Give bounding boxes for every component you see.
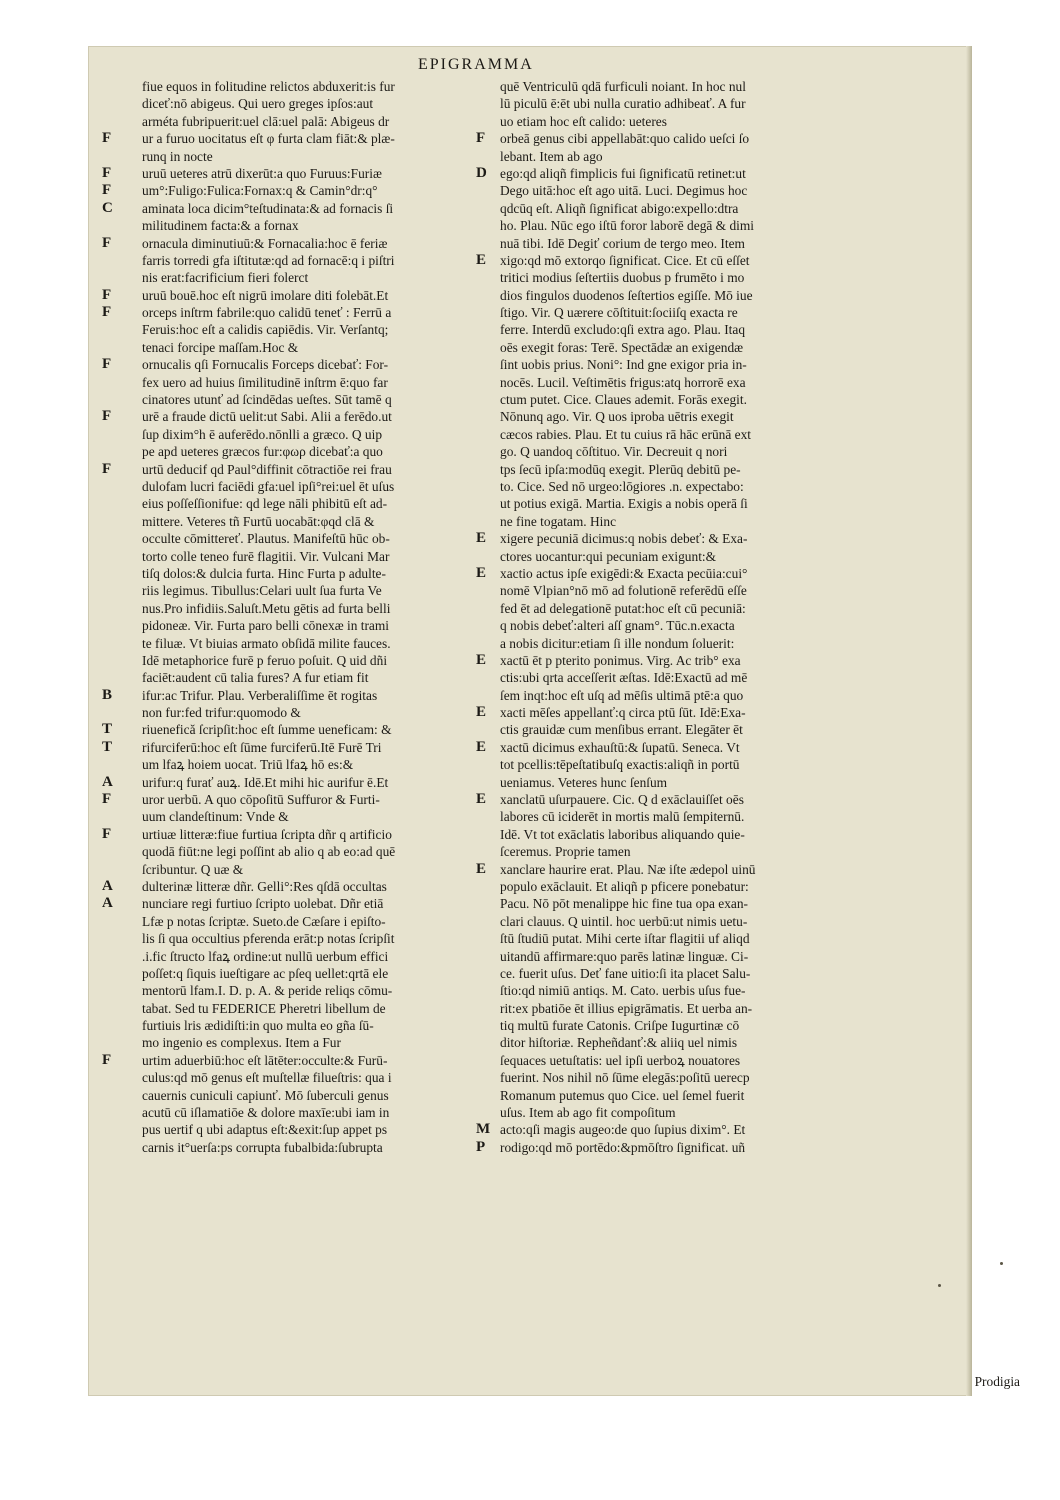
line-text: q nobis debeť:alteri aſſ gnam°. Tūc.n.exacta — [500, 618, 735, 634]
right-text-line — [500, 1034, 856, 1051]
line-text: pidoneæ. Vir. Furta paro belli cōnexæ in trami — [142, 618, 390, 634]
left-text-line — [110, 269, 466, 286]
marginal-initial: E — [476, 651, 487, 668]
left-text-line — [102, 686, 466, 704]
line-text: riis legimus. Tibullus:Celari uult ſua furta Ve — [142, 583, 382, 599]
line-text: xanclatū uſurpauere. Cic. Q d exāclauiſſet oēs — [500, 792, 744, 808]
line-text: acto:qſi magis augeo:de quo ſupius dixim°. Et — [500, 1122, 746, 1138]
line-text: urtiuæ litteræ:fiue furtiua ſcripta dñr q artificio — [142, 826, 392, 842]
right-text-line — [500, 391, 856, 408]
line-text: Idē metaphorice furē p feruo poſuit. Q uid dñi — [142, 652, 388, 668]
right-text-line — [500, 913, 856, 930]
line-text: Romanum putemus quo Cice. uel ſemel fuerit — [500, 1087, 745, 1103]
line-text: ferre. Interdū excludo:qſi extra ago. Plau. Itaq — [500, 322, 746, 338]
line-text: occulte cōmittereť. Plautus. Manifeſtū hūc ob- — [142, 531, 390, 547]
right-text-line — [500, 1104, 856, 1121]
line-text: ifur:ac Trifur. Plau. Verberaliſſime ēt rogitas — [142, 687, 378, 703]
line-text: uſus. Item ab ago fit compoſitum — [500, 1105, 676, 1121]
line-text: lebant. Item ab ago — [500, 148, 603, 164]
right-text-line — [500, 548, 856, 565]
line-text: go. Q uandoq cōſtituo. Vir. Decreuit q nori — [500, 444, 728, 460]
left-text-line — [102, 182, 466, 199]
line-text: rifurciferū:hoc eſt ſūme furciferū.Itē Furē Tri — [142, 739, 382, 755]
left-text-line — [110, 495, 466, 512]
line-text: tabat. Sed tu FEDERICE Pheretri libellum de — [142, 1000, 386, 1016]
line-text: dios fingulos duodenos ſeſtertios egiſſe. Mō iue — [500, 287, 753, 303]
line-text: oēs exegit foras: Terē. Spectādæ an exigendæ — [500, 339, 744, 355]
line-text: urē a fraude dictū uelit:ut Sabi. Alii a ferēdo.ut — [142, 409, 392, 425]
right-text-line — [500, 339, 856, 356]
left-text-line — [102, 356, 466, 373]
marginal-initial: M — [476, 1121, 491, 1138]
line-text: ſem inqt:hoc eſt uſq ad mēſis ultimā ptē:a quo — [500, 687, 744, 703]
right-text-line — [500, 304, 856, 321]
line-text: ego:qd aliqñ fimplicis fui ſignificatū retinet:ut — [500, 165, 746, 181]
left-text-line — [110, 530, 466, 547]
left-text-line — [110, 965, 466, 982]
right-text-line — [500, 78, 856, 95]
left-text-line — [110, 95, 466, 112]
speck-mark — [1000, 1262, 1003, 1265]
line-text: dulofam lucri faciēdi gfa:uel ipſi°rei:uel ēt uſus — [142, 478, 395, 494]
line-text: ſup dixim°h ē auferēdo.nōnlli a græco. Q uip — [142, 426, 383, 442]
marginal-initial: F — [102, 460, 112, 477]
right-text-line — [500, 687, 856, 704]
line-text: ctum putet. Cice. Claues ademit. Forās exegit. — [500, 392, 747, 408]
marginal-initial: F — [102, 1051, 112, 1068]
line-text: aminata loca dicim°teſtudinata:& ad fornacis ſi — [142, 200, 394, 216]
left-text-line — [102, 460, 466, 478]
marginal-initial: F — [102, 234, 112, 251]
left-text-line — [110, 391, 466, 408]
line-text: tiq multū furate Catonis. Criſpe Iugurtinæ cō — [500, 1018, 740, 1034]
line-text: xigere pecuniā dicimus:q nobis debeť: & Exa- — [500, 531, 748, 547]
left-text-line — [102, 738, 466, 756]
line-text: mo ingenio es complexus. Item a Fur — [142, 1035, 341, 1051]
left-text-line — [102, 199, 466, 217]
left-text-line — [102, 825, 466, 843]
line-text: ſtio:qd nimiū antiqs. M. Cato. uerbis uſus fue- — [500, 983, 746, 999]
left-text-line — [102, 721, 466, 738]
right-text-line — [500, 321, 856, 338]
line-text: ctis:ubi qrta acceſſerit æſtas. Idē:Exactū ad mē — [500, 670, 748, 686]
line-text: faciēt:audent cū talia fures? A fur etiam fit — [142, 670, 369, 686]
marginal-initial: E — [476, 791, 487, 808]
line-text: nis erat:facrificium fieri folerct — [142, 270, 309, 286]
marginal-initial: F — [102, 791, 112, 808]
line-text: ctis grauidæ cum menſibus errant. Elegāter ēt — [500, 722, 743, 738]
right-text-line — [500, 617, 856, 634]
line-text: riuenefică ſcripſit:hoc eſt ſumme ueneficam: & — [142, 722, 392, 738]
right-text-line — [500, 826, 856, 843]
right-text-line — [500, 930, 856, 947]
right-text-line — [500, 582, 856, 599]
line-text: farris torredi gfa iſtitutæ:qd ad fornacē:q i piſtri — [142, 252, 395, 268]
right-text-line — [500, 200, 856, 217]
marginal-initial: E — [476, 530, 487, 547]
right-text-line — [500, 478, 856, 495]
right-text-line — [500, 182, 856, 199]
line-text: ſtū ſtudiū putat. Mihi certe iſtar flagitii uf aliqd — [500, 931, 750, 947]
right-text-line — [500, 113, 856, 130]
left-text-line — [110, 217, 466, 234]
line-text: culus:qd mō genus eſt muſtellæ filueſtris: qua i — [142, 1070, 392, 1086]
line-text: tenaci forcipe maſſam.Hoc & — [142, 339, 299, 355]
line-text: dulterinæ litteræ dñr. Gelli°:Res qſdā occultas — [142, 878, 387, 894]
line-text: ſcribuntur. Q uæ & — [142, 861, 244, 877]
marginal-initial: F — [102, 164, 112, 181]
line-text: ho. Plau. Nūc ego iſtū foror laborē degā & dimi — [500, 218, 754, 234]
line-text: mittere. Veteres tñ Furtū uocabāt:φqd clā & — [142, 513, 375, 529]
line-text: urtū deducif qd Paul°diffinit cōtractiōe rei frau — [142, 461, 392, 477]
line-text: nocēs. Lucil. Veſtimētis frigus:atq horrorē exa — [500, 374, 746, 390]
line-text: nuā tibi. Idē Degiť corium de tergo meo. Item — [500, 235, 745, 251]
left-text-line — [110, 669, 466, 686]
line-text: tritici modius ſeſtertiis duobus p frumēto i mo — [500, 270, 745, 286]
right-text-line — [500, 808, 856, 825]
marginal-initial: T — [102, 738, 113, 755]
line-text: rodigo:qd mō portēdo:&pmōſtro ſignificat. uñ — [500, 1139, 746, 1155]
right-text-line — [500, 461, 856, 478]
right-text-line — [500, 374, 856, 391]
marginal-initial: F — [102, 182, 112, 199]
left-text-line — [110, 1121, 466, 1138]
left-text-line — [110, 478, 466, 495]
line-text: militudinem facta:& a fornax — [142, 218, 299, 234]
line-text: ut potius exigā. Martia. Exigis a nobis operā ſi — [500, 496, 748, 512]
line-text: tiſq dolos:& dulcia furta. Hinc Furta p adulte- — [142, 565, 386, 581]
right-text-line — [476, 860, 856, 878]
line-text: populo exāclauit. Et aliqñ p pficere ponebatur: — [500, 878, 749, 894]
line-text: nunciare regi furtiuo ſcripto uolebat. Dñr etiā — [142, 896, 384, 912]
line-text: nomē Vlpian°nō mō ad folutionē referēdū eſſe — [500, 583, 747, 599]
marginal-initial: F — [102, 286, 112, 303]
left-text-line — [110, 113, 466, 130]
line-text: ornucalis qſi Fornucalis Forceps dicebať: For- — [142, 357, 389, 373]
line-text: fiue equos in folitudine relictos abduxerit:is fur — [142, 79, 395, 94]
marginal-initial: P — [476, 1138, 486, 1155]
line-text: Pacu. Nō pōt menalippe hic fine tua opa exan- — [500, 896, 749, 912]
right-text-line — [500, 408, 856, 425]
line-text: ctores uocantur:qui pecuniam exigunt:& — [500, 548, 717, 564]
line-text: tot pcellis:tēpeſtatibuſq exactis:aliqñ in portū — [500, 757, 740, 773]
marginal-initial: E — [476, 860, 487, 877]
left-text-line — [110, 1139, 466, 1156]
line-text: pe apd ueteres græcos fur:φωρ dicebať:a quo — [142, 444, 383, 460]
right-text-line — [500, 148, 856, 165]
left-text-line — [110, 843, 466, 860]
line-text: nus.Pro infidiis.Saluſt.Metu gētis ad furta belli — [142, 600, 391, 616]
right-text-line — [500, 982, 856, 999]
left-text-line — [110, 582, 466, 599]
marginal-initial: A — [102, 877, 113, 894]
marginal-initial: F — [102, 408, 112, 425]
line-text: qdcūq eſt. Aliqñ ſignificat abigo:expello:dtra — [500, 200, 739, 216]
right-text-line — [500, 356, 856, 373]
right-text-line — [476, 130, 856, 147]
line-text: runq in nocte — [142, 148, 213, 164]
speck-mark — [938, 1284, 941, 1287]
left-text-line — [110, 548, 466, 565]
right-text-line — [500, 843, 856, 860]
right-text-line — [476, 251, 856, 269]
right-column — [476, 78, 856, 1156]
left-text-line — [110, 617, 466, 634]
line-text: ur a furuo uocitatus eſt φ furta clam fiāt:& plæ- — [142, 131, 395, 147]
line-text: to. Cice. Sed nō urgeo:lōgiores .n. expectabo: — [500, 478, 744, 494]
right-text-line — [476, 1121, 856, 1138]
right-text-line — [476, 564, 856, 582]
left-text-line — [110, 704, 466, 721]
line-text: orceps inſtrm fabrile:quo calidū teneť : Ferrū a — [142, 305, 392, 321]
marginal-initial: F — [102, 130, 112, 147]
line-text: Nōnunq ago. Vir. Q uos iproba uētris exegit — [500, 409, 734, 425]
line-text: arméta fubripuerit:uel clā:uel palā: Abigeus dr — [142, 113, 390, 129]
line-text: ſequaces uetuſtatis: uel ipſi uerboꝝ nouatores — [500, 1052, 741, 1068]
right-text-line — [500, 235, 856, 252]
right-text-line — [476, 1138, 856, 1156]
marginal-initial: A — [102, 895, 113, 912]
right-text-line — [500, 269, 856, 286]
line-text: um°:Fuligo:Fulica:Fornax:q & Camin°dr:q° — [142, 183, 378, 199]
left-text-line — [110, 948, 466, 965]
line-text: cauernis cuniculi capiunť. Mō ſuberculi genus — [142, 1087, 389, 1103]
marginal-initial: C — [102, 199, 113, 216]
right-text-line — [500, 600, 856, 617]
line-text: xanclare haurire erat. Plau. Næ iſte ædepol uinū — [500, 861, 756, 877]
right-text-line — [500, 426, 856, 443]
left-text-line — [110, 1034, 466, 1051]
line-text: fex uero ad huius ſimilitudinē inſtrm ē:quo far — [142, 374, 388, 390]
left-text-line — [110, 339, 466, 356]
line-text: pus uertif q ubi adaptus eſt:&exit:ſup appet ps — [142, 1122, 388, 1138]
line-text: .i.fic ſtructo lfaꝝ ordine:ut nullū uerbum effici — [142, 948, 389, 964]
line-text: lis ſi qua occultius pferenda erāt:p notas ſcripſit — [142, 931, 395, 947]
page-gutter-edge — [966, 46, 972, 1396]
left-text-line — [102, 130, 466, 147]
line-text: cæcos rabies. Plau. Et tu cuius rā hāc erūnā ext — [500, 426, 751, 442]
line-text: uum clandeſtinum: Vnde & — [142, 809, 289, 825]
left-text-line — [110, 1000, 466, 1017]
line-text: furtiuis lris ædidiſti:in quo multa eo gña ſū- — [142, 1018, 374, 1034]
right-text-line — [500, 721, 856, 738]
line-text: lū piculū ē:ēt ubi nulla curatio adhibeať. A fur — [500, 96, 746, 112]
left-text-line — [110, 1087, 466, 1104]
marginal-initial: T — [102, 721, 113, 738]
right-text-line — [500, 965, 856, 982]
right-text-line — [500, 1087, 856, 1104]
left-text-line — [110, 565, 466, 582]
right-text-line — [500, 495, 856, 512]
left-text-line — [102, 286, 466, 304]
line-text: diceť:nō abigeus. Qui uero greges ipſos:aut — [142, 96, 374, 112]
right-text-line — [500, 1017, 856, 1034]
line-text: ſint uobis prius. Noni°: Ind gne exigor pria in- — [500, 357, 747, 373]
left-text-line — [102, 895, 466, 912]
left-text-line — [110, 443, 466, 460]
line-text: ce. fuerit uſus. Deť fane uitio:ſi ita placet Salu- — [500, 965, 751, 981]
line-text: poſſet:q ſiquis iueſtigare ac pſeq uellet:qrtā ele — [142, 965, 389, 981]
line-text: uruū bouē.hoc eſt nigrū imolare diti folebāt.Et — [142, 287, 389, 303]
line-text: eius poſſeſſionifue: qd lege nāli phibitū eſt ad- — [142, 496, 388, 512]
marginal-initial: E — [476, 251, 487, 268]
left-text-line — [110, 652, 466, 669]
line-text: uitandū affirmare:quo parēs latinæ linguæ. Ci- — [500, 948, 749, 964]
line-text: a nobis dicitur:etiam ſi ille nondum ſoluerit: — [500, 635, 735, 651]
left-text-line — [110, 78, 466, 95]
line-text: orbeā genus cibi appellabāt:quo calido ueſci ſo — [500, 131, 750, 147]
right-text-line — [500, 1000, 856, 1017]
left-text-line — [110, 600, 466, 617]
left-text-line — [110, 513, 466, 530]
line-text: Feruis:hoc eſt a calidis capiēdis. Vir. Verſantq; — [142, 322, 389, 338]
line-text: carnis it°uerſa:ps corrupta fubalbida:ſubrupta — [142, 1139, 383, 1155]
line-text: labores cū iciderēt in mortis malū ſempiternū. — [500, 809, 745, 825]
left-text-line — [110, 148, 466, 165]
marginal-initial: D — [476, 164, 487, 181]
line-text: Dego uitā:hoc eſt ago uitā. Luci. Degimus hoc — [500, 183, 748, 199]
line-text: quodā fiūt:ne legi poſſint ab alio q ab eo:ad quē — [142, 844, 396, 860]
line-text: urtim aduerbiū:hoc eſt lātēter:occulte:& Furū- — [142, 1052, 388, 1068]
line-text: um lfaꝝ hoiem uocat. Triū lfaꝝ hō es:& — [142, 757, 354, 773]
line-text: urifur:q furať auꝝ. Idē.Et mihi hic aurifur ē.Et — [142, 774, 389, 790]
right-text-line — [476, 791, 856, 808]
left-text-line — [110, 426, 466, 443]
left-text-line — [110, 252, 466, 269]
right-text-line — [500, 287, 856, 304]
left-text-line — [110, 756, 466, 773]
left-text-line — [110, 635, 466, 652]
marginal-initial: E — [476, 704, 487, 721]
line-text: Idē. Vt tot exāclatis laboribus aliquando quie- — [500, 826, 745, 842]
line-text: tps ſecū ipſa:modūq exegit. Plerūq debitū pe- — [500, 461, 741, 477]
line-text: xactū dicimus exhauſtū:& ſupatū. Seneca. Vt — [500, 739, 740, 755]
right-text-line — [500, 217, 856, 234]
line-text: fuerint. Nos nihil nō ſūme elegās:poſitū uerecp — [500, 1070, 750, 1086]
left-text-line — [110, 321, 466, 338]
left-text-line — [102, 234, 466, 252]
left-text-line — [102, 164, 466, 182]
line-text: xactū ēt p pterito ponimus. Virg. Ac trib° exa — [500, 652, 741, 668]
right-text-line — [476, 651, 856, 669]
right-text-line — [500, 878, 856, 895]
line-text: xacti mēſes appellanť:q circa ptū ſūt. Idē:Exa- — [500, 705, 746, 721]
line-text: te filuæ. Vt biuias armato obſidā milite fauces. — [142, 635, 391, 651]
marginal-initial: B — [102, 686, 113, 703]
line-text: ueniamus. Veteres hunc ſenſum — [500, 774, 668, 790]
marginal-initial: E — [476, 738, 487, 755]
right-text-line — [476, 530, 856, 547]
catchword: Prodigia — [974, 1374, 1020, 1389]
line-text: mentorū lfam.I. D. p. A. & peride reliqs cōmu- — [142, 983, 393, 999]
line-text: clari clauus. Q uintil. hoc uerbū:ut nimis uetu- — [500, 913, 748, 929]
line-text: quē Ventriculū qdā furficuli noiant. In hoc nul — [500, 79, 746, 94]
marginal-initial: F — [102, 825, 112, 842]
marginal-initial: A — [102, 773, 113, 790]
left-column — [102, 78, 466, 1156]
left-text-line — [110, 374, 466, 391]
line-text: cinatores utunť ad ſcindēdas ueſtes. Sūt tamē q — [142, 392, 392, 408]
right-text-line — [500, 95, 856, 112]
right-text-line — [500, 443, 856, 460]
right-text-line — [476, 738, 856, 756]
line-text: xactio actus ipſe exigēdi:& Exacta pecūia:cui° — [500, 565, 748, 581]
left-text-line — [102, 791, 466, 808]
left-text-line — [102, 773, 466, 791]
left-text-line — [110, 808, 466, 825]
marginal-initial: E — [476, 564, 487, 581]
right-text-line — [500, 948, 856, 965]
line-text: ornacula diminutiuū:& Fornacalia:hoc ē feriæ — [142, 235, 388, 251]
left-text-line — [110, 982, 466, 999]
right-text-line — [476, 704, 856, 721]
line-text: ſtigo. Vir. Q uærere cōſtituit:ſociiſq exacta re — [500, 305, 738, 321]
right-text-line — [476, 164, 856, 182]
line-text: ne fine togatam. Hinc — [500, 513, 617, 529]
line-text: ditor hiſtoriæ. Repheñdanť:& aliiq uel nimis — [500, 1035, 738, 1051]
line-text: ſceremus. Proprie tamen — [500, 844, 631, 860]
left-text-line — [110, 1104, 466, 1121]
right-text-line — [500, 895, 856, 912]
left-text-line — [110, 913, 466, 930]
line-text: fed ēt ad delegationē putat:hoc eſt cū pecuniā: — [500, 600, 746, 616]
left-text-line — [102, 408, 466, 425]
marginal-initial: F — [102, 304, 112, 321]
right-text-line — [500, 513, 856, 530]
running-head: EPIGRAMMA — [418, 56, 534, 73]
line-text: uror uerbū. A quo cōpoſitū Suffuror & Furti- — [142, 792, 380, 808]
left-text-line — [102, 304, 466, 321]
line-text: non fur:fed trifur:quomodo & — [142, 705, 301, 721]
line-text: uo etiam hoc eſt calido: ueteres — [500, 113, 667, 129]
right-text-line — [500, 1069, 856, 1086]
left-text-line — [102, 1051, 466, 1069]
line-text: Lfæ p notas ſcriptæ. Sueto.de Cæſare i epiſto- — [142, 913, 386, 929]
marginal-initial: F — [476, 130, 486, 147]
line-text: rit:ex pbatiōe ēt illius epigrāmatis. Et uerba an- — [500, 1000, 753, 1016]
right-text-line — [500, 756, 856, 773]
line-text: uruū ueteres atrū dixerūt:a quo Furuus:Furiæ — [142, 165, 382, 181]
right-text-line — [500, 635, 856, 652]
line-text: xigo:qd mō extorqo ſignificat. Cice. Et cū eſſet — [500, 252, 750, 268]
right-text-line — [500, 1052, 856, 1069]
left-text-line — [102, 877, 466, 895]
line-text: torto colle teneo furē flagitii. Vir. Vulcani Mar — [142, 548, 390, 564]
left-text-line — [110, 861, 466, 878]
line-text: acutū cū iſlamatiōe & dolore maxīe:ubi iam in — [142, 1105, 390, 1121]
left-text-line — [110, 930, 466, 947]
left-text-line — [110, 1069, 466, 1086]
marginal-initial: F — [102, 356, 112, 373]
left-text-line — [110, 1017, 466, 1034]
right-text-line — [500, 774, 856, 791]
right-text-line — [500, 669, 856, 686]
